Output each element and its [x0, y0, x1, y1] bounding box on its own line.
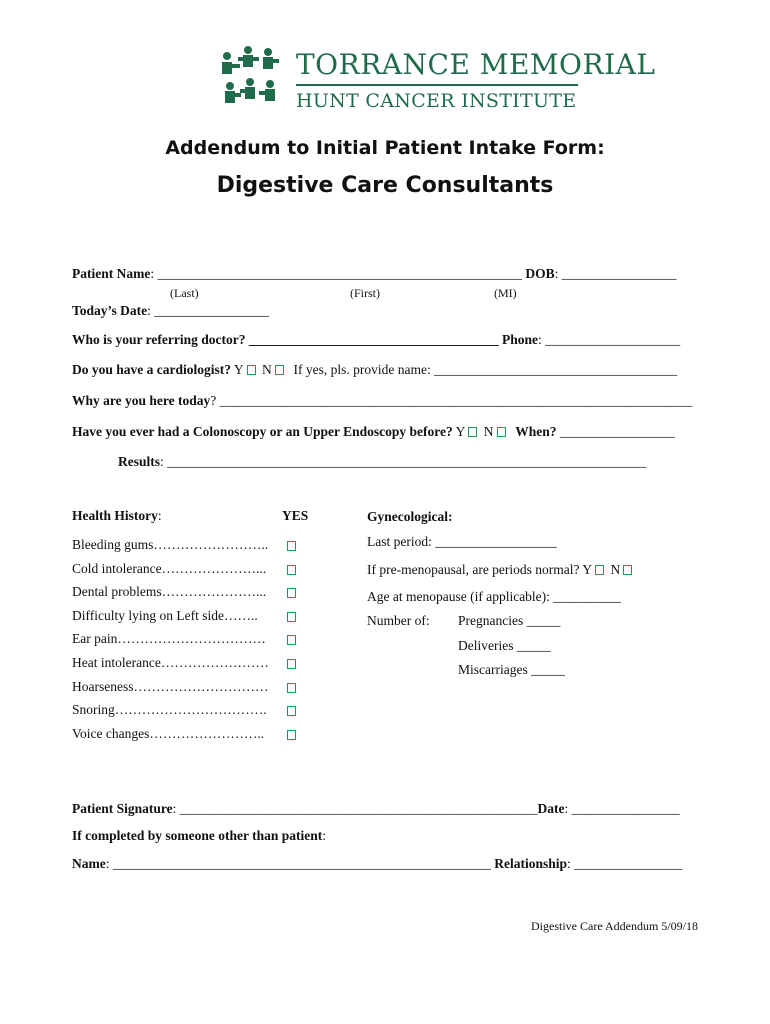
signature-date-field[interactable]: : ________________ — [564, 801, 680, 816]
signature-label: Patient Signature — [72, 801, 173, 816]
no-label: N — [483, 424, 494, 439]
cardiologist-name-field[interactable]: If yes, pls. provide name: ____________________________________ — [293, 362, 678, 377]
health-history-heading: Health History: — [72, 508, 162, 523]
health-item-label: Hoarseness………………………… — [72, 679, 269, 694]
health-item-checkbox[interactable] — [287, 541, 296, 551]
premenopausal-question: If pre-menopausal, are periods normal? — [367, 562, 580, 577]
health-item-checkbox[interactable] — [287, 612, 296, 622]
health-item-checkbox[interactable] — [287, 683, 296, 693]
other-than-patient-label: If completed by someone other than patient — [72, 828, 323, 843]
health-item-label: Difficulty lying on Left side…….. — [72, 608, 258, 623]
gyn-heading: Gynecological: — [367, 509, 453, 524]
cardiologist-row — [72, 362, 677, 378]
yes-label: Y — [233, 362, 244, 377]
periods-yes-checkbox[interactable] — [595, 565, 604, 575]
relationship-label: Relationship — [494, 856, 568, 871]
institute-name: HUNT CANCER INSTITUTE — [296, 90, 577, 112]
why-label: Why are you here today — [72, 393, 211, 408]
patient-name-row — [72, 266, 677, 282]
health-item-label: Heat intolerance…………………… — [72, 655, 269, 670]
yes-label: Y — [582, 562, 593, 577]
when-label: When? — [515, 424, 557, 439]
mi-hint: (MI) — [494, 286, 517, 300]
miscarriages-field[interactable]: Miscarriages _____ — [458, 662, 565, 677]
health-item-label: Dental problems…………………... — [72, 584, 267, 599]
results-label: Results — [118, 454, 161, 469]
todays-date-field[interactable]: : _________________ — [147, 303, 270, 318]
why-row — [72, 393, 692, 409]
name-label: Name — [72, 856, 106, 871]
signature-row — [72, 801, 680, 817]
cardio-yes-checkbox[interactable] — [247, 365, 256, 375]
relationship-field[interactable]: : ________________ — [567, 856, 683, 871]
form-title: Addendum to Initial Patient Intake Form: — [165, 137, 605, 159]
todays-date-row — [72, 303, 269, 319]
health-item-label: Ear pain…………………………… — [72, 631, 266, 646]
health-item-checkbox[interactable] — [287, 588, 296, 598]
menopause-age-field[interactable]: Age at menopause (if applicable): __________ — [367, 589, 621, 604]
logo — [218, 44, 656, 114]
referring-row — [72, 332, 680, 348]
name-field[interactable]: : ________________________________________________________ — [105, 856, 491, 871]
yes-column-heading: YES — [282, 508, 309, 523]
health-item-checkbox[interactable] — [287, 635, 296, 645]
health-item-label: Bleeding gums…………………….. — [72, 537, 269, 552]
health-item-checkbox[interactable] — [287, 706, 296, 716]
patient-name-label: Patient Name — [72, 266, 151, 281]
last-period-field[interactable]: Last period: __________________ — [367, 534, 557, 549]
colonoscopy-question: Have you ever had a Colonoscopy or an Upper Endoscopy before? — [72, 424, 453, 439]
logo-rule — [296, 84, 578, 86]
why-field[interactable]: ? ______________________________________________________________________ — [210, 393, 693, 408]
dob-label: DOB — [525, 266, 555, 281]
last-hint: (Last) — [170, 286, 199, 300]
org-name: TORRANCE MEMORIAL — [296, 48, 656, 81]
signature-field[interactable]: : _____________________________________________________ — [172, 801, 538, 816]
cardiologist-question: Do you have a cardiologist? — [72, 362, 232, 377]
other-than-patient-row: If completed by someone other than patient: — [72, 828, 327, 843]
health-item-label: Cold intolerance…………………... — [72, 561, 267, 576]
todays-date-label: Today’s Date — [72, 303, 148, 318]
signature-date-label: Date — [537, 801, 565, 816]
health-item-checkbox[interactable] — [287, 659, 296, 669]
results-field[interactable]: : _______________________________________________________________________ — [160, 454, 647, 469]
first-hint: (First) — [350, 286, 380, 300]
no-label: N — [262, 362, 272, 377]
health-item-checkbox[interactable] — [287, 730, 296, 740]
colo-no-checkbox[interactable] — [497, 427, 506, 437]
periods-no-checkbox[interactable] — [623, 565, 632, 575]
pregnancies-field[interactable]: Pregnancies _____ — [458, 613, 561, 628]
name-relationship-row — [72, 856, 682, 872]
footer-text: Digestive Care Addendum 5/09/18 — [531, 919, 698, 933]
health-item-label: Voice changes…………………….. — [72, 726, 265, 741]
health-item-checkbox[interactable] — [287, 565, 296, 575]
results-row — [118, 454, 646, 470]
logo-figures-icon — [218, 44, 286, 112]
no-label: N — [610, 562, 621, 577]
phone-field[interactable]: : ____________________ — [537, 332, 681, 347]
cardio-no-checkbox[interactable] — [275, 365, 284, 375]
yes-label: Y — [455, 424, 466, 439]
colo-yes-checkbox[interactable] — [468, 427, 477, 437]
when-field[interactable]: _________________ — [559, 424, 675, 439]
number-of-label: Number of: — [367, 613, 430, 628]
colonoscopy-row — [72, 424, 675, 440]
referring-label: Who is your referring doctor? _____________________________________ Phone — [72, 332, 538, 347]
premenopausal-row — [367, 562, 635, 578]
health-item-label: Snoring……………………………. — [72, 702, 267, 717]
form-subtitle: Digestive Care Consultants — [216, 173, 554, 198]
deliveries-field[interactable]: Deliveries _____ — [458, 638, 551, 653]
patient-name-field[interactable]: : ______________________________________________________ — [150, 266, 522, 281]
dob-field[interactable]: : _________________ — [554, 266, 677, 281]
